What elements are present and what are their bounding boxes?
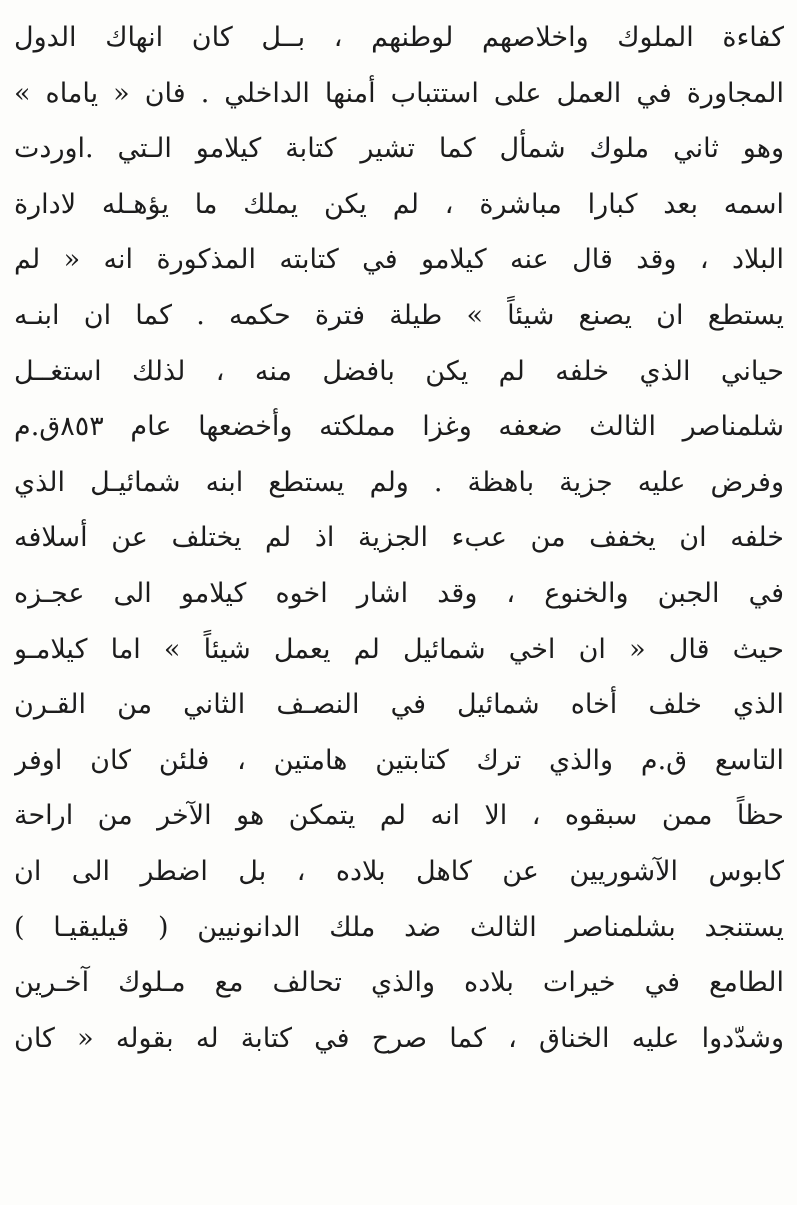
text-line-18: الطامع في خيرات بلاده والذي تحالف مع مـلوك آخـرين [14, 967, 784, 999]
text-line-11: في الجبن والخنوع ، وقد اشار اخوه كيلامو الى عجـزه [14, 577, 784, 609]
text-line-12: حيث قال « ان اخي شمائيل لم يعمل شيئاً » اما كيلامـو [14, 633, 784, 665]
text-line-5: البلاد ، وقد قال عنه كيلامو في كتابته المذكورة انه « لم [14, 244, 784, 276]
text-line-19: وشدّدوا عليه الخناق ، كما صرح في كتابة له بقوله « كان [14, 1022, 784, 1054]
arabic-text-body [14, 10, 784, 1066]
text-line-17: يستنجد بشلمناصر الثالث ضد ملك الدانونيين ( قيليقيـا ) [14, 911, 784, 943]
text-line-15: حظاً ممن سبقوه ، الا انه لم يتمكن هو الآخر من اراحة [14, 800, 784, 832]
text-line-14: التاسع ق.م والذي ترك كتابتين هامتين ، فلئن كان اوفر [14, 744, 784, 776]
text-line-1: كفاءة الملوك واخلاصهم لوطنهم ، بــل كان انهاك الدول [14, 22, 784, 53]
text-line-16: كابوس الآشوريين عن كاهل بلاده ، بل اضطر الى ان [14, 855, 784, 887]
text-line-7: حياني الذي خلفه لم يكن بافضل منه ، لذلك استغــل [14, 355, 784, 387]
text-line-9: وفرض عليه جزية باهظة . ولم يستطع ابنه شمائيـل الذي [14, 466, 784, 498]
text-line-2: المجاورة في العمل على استتباب أمنها الداخلي . فان « ياماه » [14, 77, 784, 109]
text-line-8: شلمناصر الثالث ضعفه وغزا مملكته وأخضعها عام ٨٥٣ق.م [14, 411, 784, 443]
text-line-3: وهو ثاني ملوك شمأل كما تشير كتابة كيلامو الـتي .اوردت [14, 133, 784, 165]
text-line-13: الذي خلف أخاه شمائيل في النصـف الثاني من القـرن [14, 689, 784, 721]
text-line-10: خلفه ان يخفف من عبء الجزية اذ لم يختلف عن أسلافه [14, 522, 784, 554]
text-line-4: اسمه بعد كبارا مباشرة ، لم يكن يملك ما يؤهـله لادارة [14, 188, 784, 220]
text-line-6: يستطع ان يصنع شيئاً » طيلة فترة حكمه . كما ان ابنـه [14, 299, 784, 331]
